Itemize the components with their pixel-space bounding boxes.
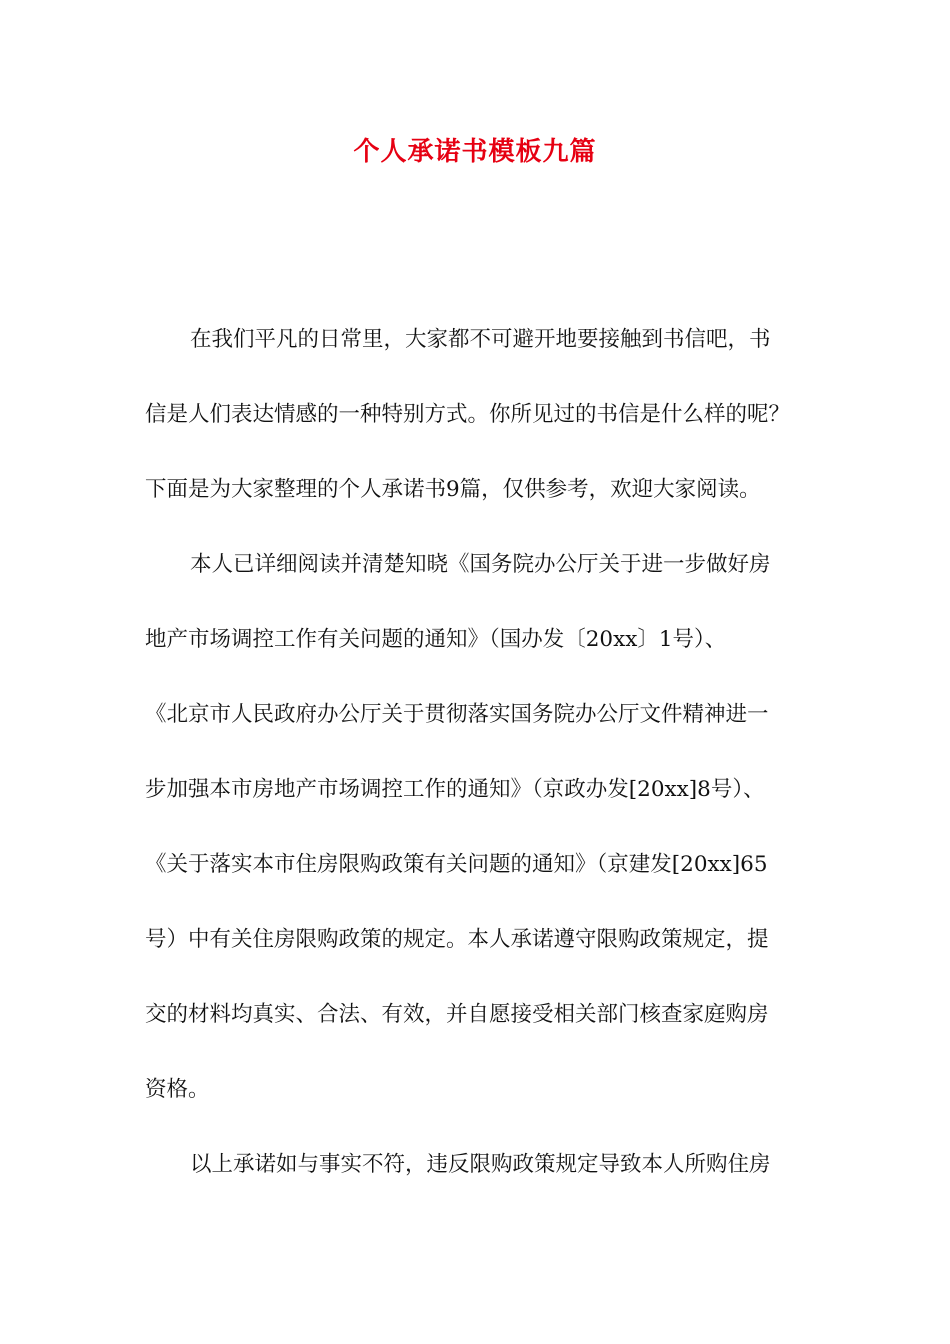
paragraph-2-line-6: 号）中有关住房限购政策的规定。本人承诺遵守限购政策规定，提 [145, 927, 769, 952]
paragraph-2-line-3: 《北京市人民政府办公厅关于贯彻落实国务院办公厅文件精神进一 [145, 702, 769, 727]
paragraph-2-line-4: 步加强本市房地产市场调控工作的通知》（京政办发[20xx]8号）、 [145, 777, 765, 802]
paragraph-1-line-3: 下面是为大家整理的个人承诺书9篇，仅供参考，欢迎大家阅读。 [145, 477, 761, 502]
paragraph-1-line-1: 在我们平凡的日常里，大家都不可避开地要接触到书信吧，书 [190, 327, 771, 352]
paragraph-2-line-1: 本人已详细阅读并清楚知晓《国务院办公厅关于进一步做好房 [190, 552, 771, 577]
paragraph-2-line-5: 《关于落实本市住房限购政策有关问题的通知》（京建发[20xx]65 [145, 852, 768, 877]
document-title: 个人承诺书模板九篇 [353, 137, 597, 167]
paragraph-2-line-2: 地产市场调控工作有关问题的通知》（国办发〔20xx〕1号）、 [145, 627, 727, 652]
paragraph-2-line-8: 资格。 [145, 1077, 210, 1102]
paragraph-2-line-7: 交的材料均真实、合法、有效，并自愿接受相关部门核查家庭购房 [145, 1002, 769, 1027]
paragraph-3-line-1: 以上承诺如与事实不符，违反限购政策规定导致本人所购住房 [190, 1152, 771, 1177]
paragraph-1-line-2: 信是人们表达情感的一种特别方式。你所见过的书信是什么样的呢？ [145, 402, 791, 427]
